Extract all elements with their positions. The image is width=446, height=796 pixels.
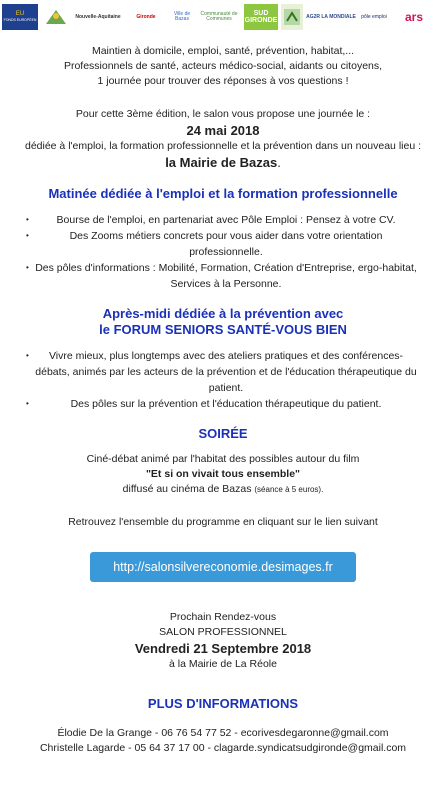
contact-line: Christelle Lagarde - 05 64 37 17 00 - clagarde.syndicatsudgironde@gmail.com xyxy=(39,742,407,754)
afternoon-heading xyxy=(0,306,446,338)
list-item: • Des pôles d'informations : Mobilité, Formation, Création d'Entreprise, ergo-habitat, Services à la Personne. xyxy=(34,260,418,292)
list-item: • Vivre mieux, plus longtemps avec des ateliers pratiques et des conférences-débats, animés par les acteurs de la prévention et de l'éducation thérapeutique du patient. xyxy=(34,348,418,396)
evening-block xyxy=(0,452,446,497)
sud-gironde-logo: SUD GIRONDE xyxy=(244,4,278,30)
afternoon-heading-line: le FORUM SENIORS SANTÉ-VOUS BIEN xyxy=(99,322,347,337)
program-link-wrap xyxy=(0,552,446,582)
info-heading: PLUS D'INFORMATIONS xyxy=(147,696,299,711)
contact-line: Élodie De la Grange - 06 76 54 77 52 - ecorivesdegaronne@gmail.com xyxy=(57,727,389,739)
edition-intro: Pour cette 3ème édition, le salon vous propose une journée le : xyxy=(75,108,371,120)
evening-price: (séance à 5 euros). xyxy=(254,485,324,494)
pole-emploi-logo: pôle emploi xyxy=(361,13,387,20)
event-date: 24 mai 2018 xyxy=(186,123,260,138)
partner-logos-strip xyxy=(0,0,446,34)
program-link-button[interactable]: http://salonsilvereconomie.desimages.fr xyxy=(90,552,356,582)
next-event-place: à la Mairie de La Réole xyxy=(169,658,277,670)
edition-description: dédiée à l'emploi, la formation professionnelle et la prévention dans un nouveau lieu : xyxy=(24,140,421,152)
next-event-type: SALON PROFESSIONNEL xyxy=(159,626,287,638)
event-place-name: la Mairie de Bazas xyxy=(165,155,278,170)
ars-logo: ars xyxy=(404,10,424,24)
next-event-block xyxy=(0,610,446,672)
list-item: • Des pôles sur la prévention et l'éducation thérapeutique du patient. xyxy=(34,396,418,412)
event-place-suffix: . xyxy=(277,155,281,170)
intro-line: 1 journée pour trouver des réponses à vos questions ! xyxy=(97,75,349,87)
edition-block xyxy=(0,107,446,172)
program-text: Retrouvez l'ensemble du programme en cliquant sur le lien suivant xyxy=(68,516,378,528)
list-item: • Bourse de l'emploi, en partenariat avec Pôle Emploi : Pensez à votre CV. xyxy=(34,212,418,228)
next-event-date: Vendredi 21 Septembre 2018 xyxy=(134,641,312,656)
afternoon-list xyxy=(0,348,446,412)
communaute-communes-logo: Communauté de Communes xyxy=(200,11,238,22)
intro-line: Professionnels de santé, acteurs médico-social, aidants ou citoyens, xyxy=(63,60,383,72)
bazas-logo: Ville de Bazas xyxy=(173,11,191,22)
eu-logo-label: EU xyxy=(15,11,25,18)
green-square-logo xyxy=(281,4,303,30)
eu-logo-sub: FONDS EUROPÉEN xyxy=(3,18,37,23)
morning-heading: Matinée dédiée à l'emploi et la formation professionnelle xyxy=(48,186,398,201)
evening-line xyxy=(0,482,446,497)
evening-line: Ciné-débat animé par l'habitat des possibles autour du film xyxy=(86,453,360,465)
film-title: "Et si on vivait tous ensemble" xyxy=(145,468,301,480)
eu-flag-logo xyxy=(2,4,38,30)
gironde-logo: Gironde xyxy=(136,13,156,20)
afternoon-heading-line: Après-midi dédiée à la prévention avec xyxy=(102,306,344,321)
leader-logo xyxy=(41,4,71,30)
evening-heading: SOIRÉE xyxy=(198,426,248,441)
morning-list xyxy=(0,212,446,292)
newsletter-body xyxy=(0,40,446,756)
intro-block xyxy=(0,44,446,89)
list-item: • Des Zooms métiers concrets pour vous aider dans votre orientation professionnelle. xyxy=(34,228,418,260)
nouvelle-aquitaine-logo: Nouvelle-Aquitaine xyxy=(75,13,121,20)
event-place xyxy=(0,154,446,172)
evening-venue: diffusé au cinéma de Bazas xyxy=(122,483,252,495)
intro-line: Maintien à domicile, emploi, santé, prévention, habitat,... xyxy=(91,45,355,57)
contacts-block xyxy=(0,726,446,756)
ag2r-logo: AG2R LA MONDIALE xyxy=(306,13,356,20)
next-event-label: Prochain Rendez-vous xyxy=(169,611,277,623)
